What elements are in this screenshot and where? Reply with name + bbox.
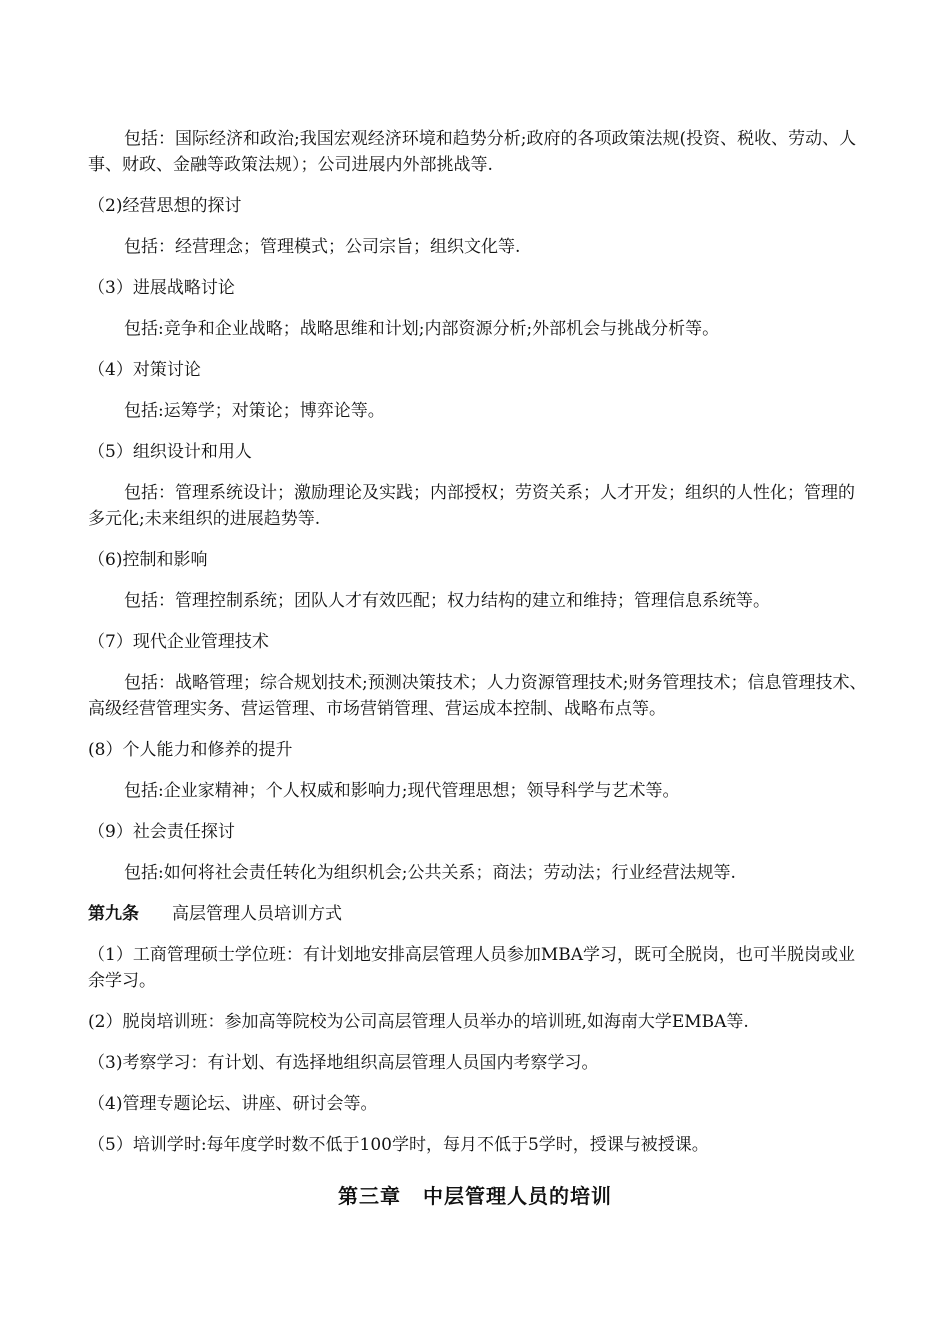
chapter-title: 中层管理人员的培训 (423, 1184, 612, 1208)
chapter-number: 第三章 (338, 1184, 401, 1208)
paragraph-content: 包括:竞争和企业战略；战略思维和计划;内部资源分析;外部机会与挑战分析等。 (124, 319, 720, 339)
article-list-item: （1）工商管理硕士学位班：有计划地安排高层管理人员参加MBA学习，既可全脱岗，也可半脱岗或业余学习。 (88, 945, 855, 991)
paragraph-content: 包括：经营理念；管理模式；公司宗旨；组织文化等. (124, 237, 521, 257)
list-item-heading: (8）个人能力和修养的提升 (88, 740, 293, 760)
article-title: 高层管理人员培训方式 (172, 904, 342, 924)
article-list-item: （4)管理专题论坛、讲座、研讨会等。 (88, 1094, 378, 1114)
paragraph-content: 包括：国际经济和政治;我国宏观经济环境和趋势分析;政府的各项政策法规(投资、税收、劳动、人事、财政、金融等政策法规）；公司进展内外部挑战等. (88, 129, 857, 175)
list-item-heading: （3）进展战略讨论 (88, 278, 235, 298)
list-item-heading: （7）现代企业管理技术 (88, 632, 269, 652)
chapter-heading (0, 1180, 950, 1209)
paragraph-content: 包括：管理系统设计；激励理论及实践；内部授权；劳资关系；人才开发；组织的人性化；管理的多元化;未来组织的进展趋势等. (88, 483, 855, 529)
article-heading (88, 901, 868, 927)
document-body (88, 126, 868, 1158)
list-item-heading: （6)控制和影响 (88, 550, 208, 570)
paragraph-content: 包括:运筹学；对策论；博弈论等。 (124, 401, 385, 421)
article-list-item: (2）脱岗培训班：参加高等院校为公司高层管理人员举办的培训班,如海南大学EMBA等. (88, 1012, 749, 1032)
paragraph-content: 包括：战略管理；综合规划技术;预测决策技术；人力资源管理技术;财务管理技术；信息管理技术、高级经营管理实务、营运管理、市场营销管理、营运成本控制、战略布点等。 (88, 673, 867, 719)
paragraph-content: 包括:企业家精神；个人权威和影响力;现代管理思想；领导科学与艺术等。 (124, 781, 680, 801)
list-item-heading: （4）对策讨论 (88, 360, 201, 380)
list-item-heading: （9）社会责任探讨 (88, 822, 235, 842)
article-list-item: （5）培训学时:每年度学时数不低于100学时，每月不低于5学时，授课与被授课。 (88, 1135, 709, 1155)
paragraph-content: 包括：管理控制系统；团队人才有效匹配；权力结构的建立和维持；管理信息系统等。 (124, 591, 770, 611)
list-item-heading: （2)经营思想的探讨 (88, 196, 242, 216)
paragraph-content: 包括:如何将社会责任转化为组织机会;公共关系；商法；劳动法；行业经营法规等. (124, 863, 736, 883)
article-number: 第九条 (88, 904, 139, 924)
article-list-item: （3)考察学习：有计划、有选择地组织高层管理人员国内考察学习。 (88, 1053, 599, 1073)
list-item-heading: （5）组织设计和用人 (88, 442, 252, 462)
